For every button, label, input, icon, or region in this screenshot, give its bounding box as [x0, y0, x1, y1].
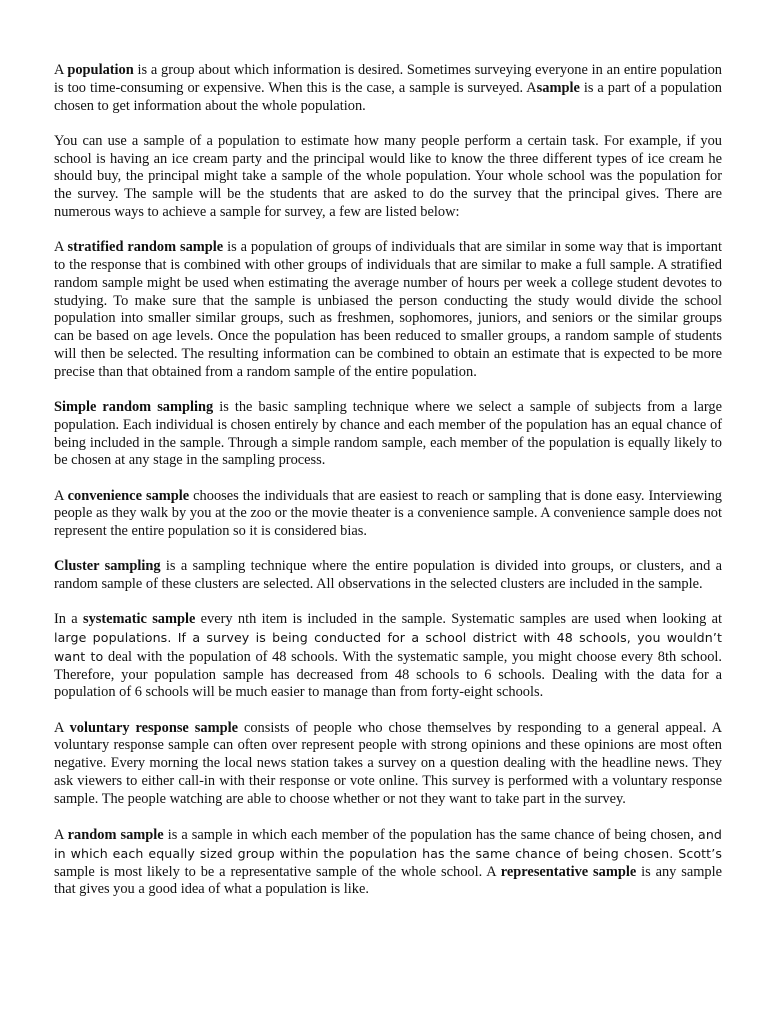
text-run: sample is most likely to be a representative sample of the whole school. A	[54, 863, 501, 880]
paragraph-cluster-sampling	[54, 558, 722, 594]
term-bold: random sample	[67, 827, 164, 844]
paragraph-stratified-random-sample	[54, 239, 722, 381]
term-bold: voluntary response sample	[69, 719, 238, 736]
text-run: is any sample that gives you a good idea of what a population is like.	[54, 863, 722, 898]
term-bold: sample	[536, 79, 580, 96]
text-run: deal with the population of 48 schools. With the systematic sample, you might choose every 8th school. Therefore, your population sample has decreased from 48 schools to 6 schools. Dealing with the data for a population of 6 schools will be much easier to manage than from forty-eight schools.	[54, 648, 722, 701]
term-bold: Simple random sampling	[54, 398, 214, 415]
text-run: is a sampling technique where the entire population is divided into groups, or clusters, and a random sample of these clusters are selected. All observations in the selected clusters are included in the sample.	[54, 558, 722, 593]
term-bold: systematic sample	[82, 611, 196, 628]
paragraph-voluntary-response-sample	[54, 720, 722, 809]
text-run: A	[54, 487, 68, 504]
term-bold: representative sample	[500, 863, 637, 880]
text-run: chooses the individuals that are easiest to reach or sampling that is done easy. Interviewing people as they walk by you at the zoo or the movie theater is a convenience sample. A convenience sample does not represent the entire population so it is considered bias.	[54, 487, 723, 540]
paragraph-simple-random-sampling	[54, 399, 722, 470]
text-run: is a population of groups of individuals that are similar in some way that is important to the response that is combined with other groups of individuals that are similar to make a full sample. A stratified random sample might be used when estimating the average number of hours per week a college student devotes to studying. To make sure that the sample is unbiased the person conducting the study would divide the school population into smaller similar groups, such as freshmen, sophomores, juniors, and seniors or the similar groups can be based on age levels. Once the population has been reduced to smaller groups, a random sample of students will then be selected. The resulting information can be combined to obtain an estimate that is expected to be more precise than that obtained from a random sample of the entire population.	[54, 239, 722, 380]
paragraph-sample-estimate	[54, 133, 722, 222]
text-run: is a group about which information is desired. Sometimes surveying everyone in an entire population is too time-consuming or expensive. When this is the case, a sample is surveyed. A	[54, 62, 722, 96]
text-run: A	[54, 62, 68, 78]
text-run-alt-font: and in which each equally sized group within the population has the same chance of being chosen. Scott’s	[54, 827, 722, 861]
term-bold: stratified random sample	[67, 239, 224, 256]
paragraph-systematic-sample	[54, 611, 722, 702]
text-run: is a part of a population chosen to get information about the whole population.	[54, 79, 722, 114]
text-run-alt-font: large populations. If a survey is being conducted for a school district with 48 schools, you wouldn’t want to	[54, 630, 722, 664]
text-run: A	[54, 827, 68, 844]
text-run: In a	[54, 611, 83, 628]
term-bold: convenience sample	[67, 487, 190, 504]
text-run: every nth item is included in the sample. Systematic samples are used when looking at	[195, 611, 722, 628]
text-run: You can use a sample of a population to estimate how many people perform a certain task. For example, if you school is having an ice cream party and the principal would like to know the three different types of ice cream he should buy, the principal might take a sample of the whole population. Your whole school was the population for the survey. The sample will be the students that are asked to do the survey that the principal gives. There are numerous ways to achieve a sample for survey, a few are listed below:	[54, 132, 722, 220]
text-run: is a sample in which each member of the population has the same chance of being chosen,	[163, 827, 698, 844]
paragraph-random-sample	[54, 826, 722, 899]
term-bold: population	[67, 62, 134, 78]
text-run: A	[54, 719, 70, 736]
term-bold: Cluster sampling	[54, 558, 161, 575]
paragraph-convenience-sample	[54, 488, 722, 541]
document-page	[54, 62, 722, 917]
text-run: is the basic sampling technique where we select a sample of subjects from a large population. Each individual is chosen entirely by chance and each member of the population has an equal chance of being included in the sample. Through a simple random sample, each member of the population is equally likely to be chosen at any stage in the sampling process.	[54, 398, 723, 469]
paragraph-population	[54, 62, 722, 115]
text-run: consists of people who chose themselves by responding to a general appeal. A voluntary response sample can often over represent people with strong opinions and these opinions are most often negative. Every morning the local news station takes a survey on a question dealing with the headline news. They ask viewers to either call-in with their response or vote online. This survey is performed with a voluntary response sample. The people watching are able to choose whether or not they want to take part in the survey.	[54, 719, 722, 807]
text-run: A	[54, 239, 68, 256]
